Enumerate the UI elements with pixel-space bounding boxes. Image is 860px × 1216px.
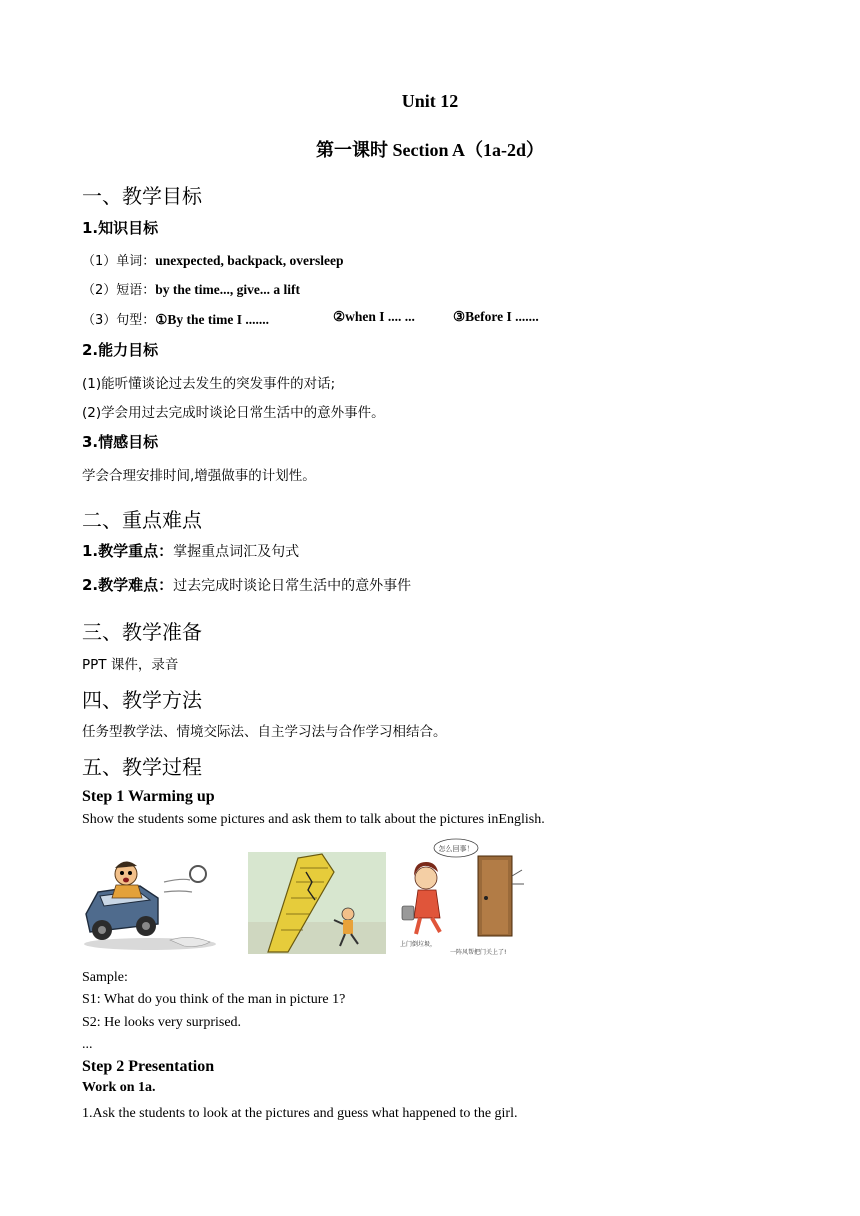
- sentence-pattern-2: ②when I .... ...: [333, 309, 415, 324]
- sentence-item: [82, 309, 269, 328]
- knowledge-goals-heading: 1.知识目标: [82, 219, 159, 237]
- vocabulary-item: [82, 250, 344, 269]
- emotion-goal-1: 学会合理安排时间,增强做事的计划性。: [82, 468, 316, 484]
- sample-s2: S2: He looks very surprised.: [82, 1015, 242, 1030]
- phrase-value: by the time..., give... a lift: [155, 282, 301, 297]
- unit-title: Unit 12: [401, 91, 459, 111]
- section-5-heading: 五、教学过程: [82, 755, 202, 779]
- sentence-label: （3）句型：: [82, 313, 156, 328]
- sample-ellipsis: ...: [82, 1037, 93, 1052]
- picture-2-falling-building: [248, 852, 386, 954]
- section-3-heading: 三、教学准备: [82, 620, 202, 644]
- sample-label: Sample:: [82, 970, 128, 985]
- key-point: [82, 540, 299, 561]
- difficult-point-label: 2.教学难点：: [82, 576, 174, 594]
- picture-3-caption-left: 上门倒垃圾，: [400, 941, 437, 948]
- section-2-heading: 二、重点难点: [82, 508, 202, 532]
- method-text: 任务型教学法、情境交际法、自主学习法与合作学习相结合。: [82, 724, 447, 740]
- ability-goal-1: (1)能听懂谈论过去发生的突发事件的对话;: [82, 376, 336, 392]
- vocabulary-label: （1）单词：: [82, 254, 156, 269]
- difficult-point: [82, 574, 411, 595]
- preparation-text: PPT 课件，录音: [82, 657, 179, 673]
- step-1-text: Show the students some pictures and ask them to talk about the pictures inEnglish.: [82, 812, 545, 827]
- vocabulary-value: unexpected, backpack, oversleep: [155, 253, 344, 268]
- sentence-pattern-1: ①By the time I .......: [155, 312, 269, 327]
- section-4-heading: 四、教学方法: [82, 688, 202, 712]
- step-2-title: Step 2 Presentation: [82, 1058, 215, 1075]
- ability-goals-heading: 2.能力目标: [82, 341, 159, 359]
- key-point-label: 1.教学重点：: [82, 542, 174, 560]
- key-point-value: 掌握重点词汇及句式: [173, 544, 300, 560]
- sample-s1: S1: What do you think of the man in picture 1?: [82, 992, 346, 1007]
- picture-3-bubble-text: 怎么回事！: [438, 845, 474, 853]
- ability-goal-2: (2)学会用过去完成时谈论日常生活中的意外事件。: [82, 405, 385, 421]
- difficult-point-value: 过去完成时谈论日常生活中的意外事件: [173, 578, 412, 594]
- step-2-subtitle: Work on 1a.: [82, 1080, 156, 1095]
- emotion-goals-heading: 3.情感目标: [82, 433, 159, 451]
- step-1-title: Step 1 Warming up: [82, 788, 215, 805]
- picture-3-locked-out-girl: [396, 836, 532, 960]
- phrase-label: （2）短语：: [82, 283, 156, 298]
- step-2-text: 1.Ask the students to look at the pictures and guess what happened to the girl.: [82, 1106, 518, 1121]
- lesson-title: 第一课时 Section A（1a-2d）: [315, 140, 544, 160]
- sentence-pattern-3: ③Before I .......: [453, 309, 539, 324]
- section-1-heading: 一、教学目标: [82, 184, 202, 208]
- picture-1-surprised-driver: [80, 852, 220, 952]
- phrase-item: [82, 279, 300, 298]
- picture-3-caption-right: 一阵风帮把门关上了!: [450, 949, 507, 956]
